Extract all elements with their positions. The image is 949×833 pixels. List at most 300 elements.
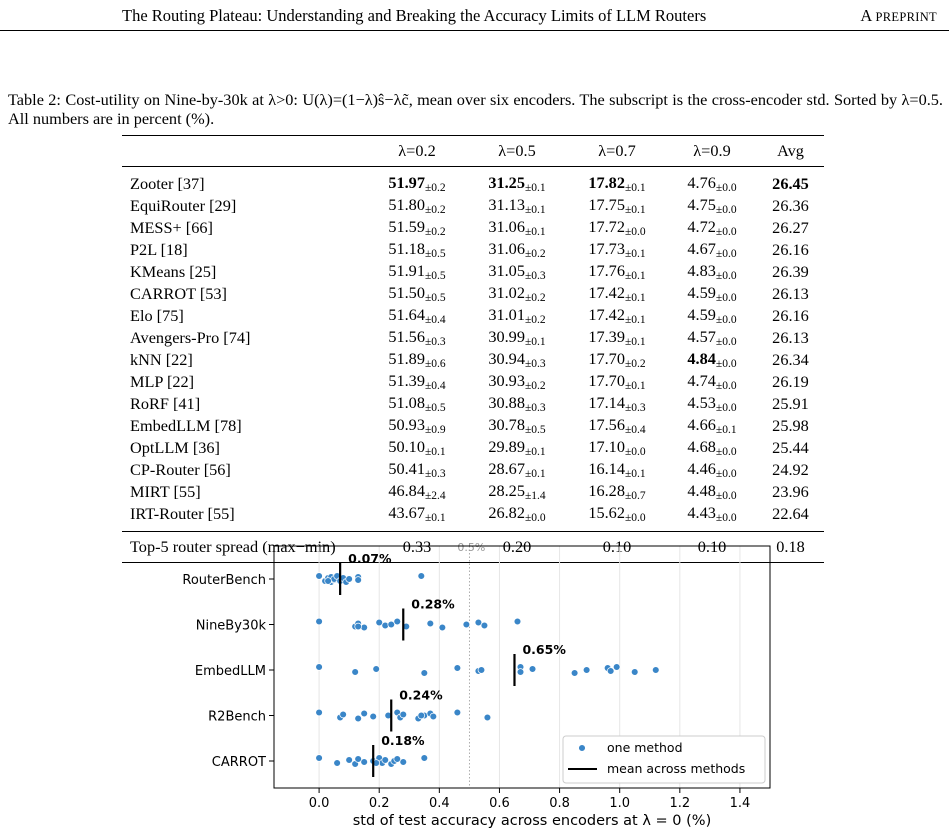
utility-cell [667, 437, 757, 459]
utility-std: ±0.5 [424, 248, 446, 260]
utility-std: ±0.0 [624, 512, 646, 524]
utility-value: 4.83 [687, 261, 716, 280]
spread-value: 0.10 [667, 532, 757, 563]
utility-value: 4.67 [687, 239, 716, 258]
utility-value: 4.68 [687, 437, 716, 456]
utility-value: 17.76 [588, 261, 625, 280]
table-row [122, 437, 824, 459]
utility-std: ±0.2 [624, 358, 646, 370]
utility-cell [667, 393, 757, 415]
avg-value: 23.96 [772, 482, 809, 501]
table-row [122, 327, 824, 349]
utility-std: ±0.0 [715, 314, 737, 326]
column-header: λ=0.7 [567, 136, 667, 167]
utility-value: 4.59 [687, 305, 716, 324]
utility-cell [367, 239, 467, 261]
utility-value: 15.62 [588, 503, 625, 522]
table-row [122, 195, 824, 217]
method-point [346, 757, 353, 764]
method-point [652, 667, 659, 674]
x-tick-label: 0.8 [549, 796, 570, 811]
utility-std: ±0.1 [624, 380, 646, 392]
utility-value: 17.72 [588, 217, 625, 236]
avg-value: 26.27 [772, 218, 809, 237]
utility-cell [467, 503, 567, 532]
utility-std: ±0.4 [424, 380, 446, 392]
utility-std: ±0.0 [715, 270, 737, 282]
std-strip-chart [150, 536, 780, 831]
method-point [361, 759, 368, 766]
utility-std: ±0.3 [524, 402, 546, 414]
method-point [400, 711, 407, 718]
preprint-label-smallcaps: PREPRINT [875, 10, 937, 24]
preprint-label [860, 6, 937, 26]
utility-value: 51.80 [388, 195, 425, 214]
utility-cell [567, 261, 667, 283]
running-head [0, 6, 949, 28]
results-table [122, 135, 824, 563]
utility-cell [567, 167, 667, 196]
mean-label: 0.24% [399, 687, 443, 703]
utility-cell [467, 437, 567, 459]
utility-std: ±0.0 [524, 512, 546, 524]
utility-cell [467, 415, 567, 437]
avg-value: 26.13 [772, 328, 809, 347]
router-name: EmbedLLM [78] [130, 416, 242, 435]
utility-value: 4.72 [687, 217, 716, 236]
x-tick-label: 0.6 [489, 796, 510, 811]
router-name: P2L [18] [130, 240, 188, 259]
router-name: MESS+ [66] [130, 218, 213, 237]
utility-value: 17.39 [588, 327, 625, 346]
table-caption-text: Cost-utility on Nine-by-30k at λ>0: U(λ)=(1−λ)ŝ−λc̃, mean over six encoders. The subscript is the cross-encoder std. Sorted by λ=0.5. All numbers are in percent (%). [8, 90, 943, 128]
preprint-label-initial: A [860, 6, 872, 25]
utility-value: 28.67 [488, 459, 525, 478]
method-point [418, 712, 425, 719]
utility-value: 51.89 [388, 349, 425, 368]
utility-std: ±0.1 [624, 248, 646, 260]
table-caption-label: Table 2: [8, 90, 61, 109]
utility-cell [567, 327, 667, 349]
method-point [370, 713, 377, 720]
table-row [122, 167, 824, 196]
utility-value: 51.18 [388, 239, 425, 258]
utility-std: ±0.1 [624, 336, 646, 348]
category-label: R2Bench [208, 709, 266, 725]
utility-std: ±0.1 [624, 292, 646, 304]
avg-value: 24.92 [772, 460, 809, 479]
utility-std: ±0.4 [424, 314, 446, 326]
utility-cell [367, 371, 467, 393]
method-point [361, 710, 368, 717]
spread-value: 0.18 [757, 532, 824, 563]
utility-std: ±0.2 [424, 204, 446, 216]
utility-std: ±0.2 [524, 314, 546, 326]
method-point [355, 577, 362, 584]
utility-value: 30.99 [488, 327, 525, 346]
utility-cell [367, 283, 467, 305]
method-point [463, 621, 470, 628]
utility-std: ±0.0 [715, 204, 737, 216]
method-point [382, 757, 389, 764]
utility-std: ±1.4 [524, 490, 546, 502]
method-point [418, 573, 425, 580]
legend-point-marker [579, 745, 586, 752]
method-point [355, 715, 362, 722]
avg-value: 25.98 [772, 416, 809, 435]
utility-cell [467, 217, 567, 239]
router-name: KMeans [25] [130, 262, 217, 281]
utility-value: 31.25 [488, 173, 525, 192]
utility-value: 43.67 [388, 503, 425, 522]
utility-std: ±0.0 [715, 358, 737, 370]
utility-cell [567, 305, 667, 327]
table-header [122, 136, 824, 167]
utility-std: ±0.0 [715, 248, 737, 260]
table-row [122, 349, 824, 371]
method-point [607, 668, 614, 675]
utility-std: ±0.0 [624, 446, 646, 458]
utility-std: ±0.3 [624, 402, 646, 414]
utility-cell [467, 371, 567, 393]
column-header-method [122, 136, 367, 167]
utility-cell [667, 459, 757, 481]
legend-mean-label: mean across methods [607, 761, 746, 776]
utility-value: 51.08 [388, 393, 425, 412]
method-point [529, 666, 536, 673]
method-point [571, 670, 578, 677]
x-tick-label: 0.2 [368, 796, 390, 811]
utility-value: 17.70 [588, 371, 625, 390]
utility-cell [367, 261, 467, 283]
utility-std: ±0.1 [715, 424, 737, 436]
utility-std: ±0.0 [715, 446, 737, 458]
table-row [122, 371, 824, 393]
utility-std: ±0.1 [624, 468, 646, 480]
utility-std: ±0.2 [524, 248, 546, 260]
router-name: MLP [22] [130, 372, 195, 391]
utility-value: 31.13 [488, 195, 525, 214]
utility-std: ±0.1 [624, 314, 646, 326]
utility-std: ±0.0 [715, 182, 737, 194]
utility-cell [367, 327, 467, 349]
method-point [517, 669, 524, 676]
table-row [122, 283, 824, 305]
utility-cell [667, 283, 757, 305]
utility-std: ±0.0 [715, 336, 737, 348]
x-tick-label: 0.4 [428, 796, 450, 811]
method-point [394, 618, 401, 625]
column-header: λ=0.2 [367, 136, 467, 167]
running-title: The Routing Plateau: Understanding and Breaking the Accuracy Limits of LLM Routers [122, 6, 707, 25]
utility-value: 17.73 [588, 239, 625, 258]
utility-value: 17.70 [588, 349, 625, 368]
utility-cell [567, 393, 667, 415]
utility-value: 17.75 [588, 195, 625, 214]
utility-value: 4.59 [687, 283, 716, 302]
utility-value: 30.88 [488, 393, 525, 412]
method-point [346, 576, 353, 583]
utility-cell [667, 167, 757, 196]
utility-cell [667, 327, 757, 349]
utility-cell [667, 503, 757, 532]
utility-value: 16.28 [588, 481, 625, 500]
method-point [484, 714, 491, 721]
table-row [122, 393, 824, 415]
method-point [421, 755, 428, 762]
mean-label: 0.65% [522, 642, 566, 657]
method-point [316, 618, 323, 625]
utility-std: ±0.1 [624, 182, 646, 194]
method-point [583, 667, 590, 674]
utility-value: 31.06 [488, 239, 525, 258]
utility-value: 31.02 [488, 283, 525, 302]
method-point [316, 573, 323, 580]
utility-value: 4.76 [687, 173, 716, 192]
avg-value: 22.64 [772, 504, 809, 523]
utility-std: ±0.1 [524, 336, 546, 348]
utility-cell [667, 349, 757, 371]
utility-value: 30.78 [488, 415, 525, 434]
utility-cell [667, 481, 757, 503]
router-name: RoRF [41] [130, 394, 201, 413]
x-tick-label: 1.0 [609, 796, 631, 811]
utility-cell [567, 195, 667, 217]
utility-value: 51.59 [388, 217, 425, 236]
utility-cell [367, 459, 467, 481]
utility-cell [367, 503, 467, 532]
utility-cell [367, 393, 467, 415]
utility-cell [667, 371, 757, 393]
utility-value: 4.46 [687, 459, 716, 478]
table-row [122, 239, 824, 261]
utility-cell [467, 393, 567, 415]
utility-std: ±0.5 [424, 292, 446, 304]
utility-value: 30.94 [488, 349, 525, 368]
avg-value: 25.44 [772, 438, 809, 457]
category-label: EmbedLLM [194, 664, 266, 679]
method-point [316, 755, 323, 762]
utility-cell [367, 305, 467, 327]
utility-std: ±0.0 [715, 292, 737, 304]
spread-value: 0.20 [467, 532, 567, 563]
utility-std: ±0.1 [524, 182, 546, 194]
utility-cell [567, 217, 667, 239]
reference-line-label: 0.5% [457, 541, 486, 554]
utility-std: ±0.1 [524, 226, 546, 238]
router-name: Elo [75] [130, 306, 184, 325]
method-point [361, 624, 368, 631]
utility-cell [367, 481, 467, 503]
utility-value: 51.56 [388, 327, 425, 346]
avg-value: 26.19 [772, 372, 809, 391]
utility-std: ±0.1 [624, 270, 646, 282]
utility-std: ±0.3 [524, 358, 546, 370]
table-row [122, 459, 824, 481]
utility-cell [467, 459, 567, 481]
utility-value: 4.74 [687, 371, 716, 390]
utility-value: 51.64 [388, 305, 425, 324]
avg-value: 26.16 [772, 306, 809, 325]
utility-std: ±0.2 [524, 380, 546, 392]
utility-std: ±0.0 [715, 380, 737, 392]
x-axis-label: std of test accuracy across encoders at λ = 0 (%) [352, 813, 712, 829]
router-name: IRT-Router [55] [130, 504, 235, 523]
category-label: CARROT [211, 755, 266, 770]
router-name: OptLLM [36] [130, 438, 220, 457]
utility-cell [367, 349, 467, 371]
utility-value: 31.05 [488, 261, 525, 280]
utility-std: ±0.2 [424, 182, 446, 194]
utility-value: 17.14 [588, 393, 625, 412]
utility-value: 4.84 [687, 349, 716, 368]
utility-std: ±0.3 [424, 468, 446, 480]
utility-std: ±0.0 [715, 402, 737, 414]
column-header: λ=0.5 [467, 136, 567, 167]
utility-std: ±0.3 [524, 270, 546, 282]
utility-std: ±0.1 [524, 468, 546, 480]
utility-cell [467, 305, 567, 327]
spread-value: 0.33 [367, 532, 467, 563]
utility-value: 17.10 [588, 437, 625, 456]
utility-cell [667, 305, 757, 327]
avg-value: 26.13 [772, 284, 809, 303]
utility-cell [567, 371, 667, 393]
method-point [631, 669, 638, 676]
utility-value: 16.14 [588, 459, 625, 478]
utility-std: ±0.1 [524, 446, 546, 458]
x-tick-label: 1.2 [669, 796, 691, 811]
utility-value: 50.93 [388, 415, 425, 434]
utility-value: 4.57 [687, 327, 716, 346]
mean-label: 0.07% [348, 551, 392, 566]
spread-value: 0.10 [567, 532, 667, 563]
utility-value: 26.82 [488, 503, 525, 522]
utility-value: 31.06 [488, 217, 525, 236]
utility-cell [367, 437, 467, 459]
category-label: RouterBench [182, 573, 266, 588]
x-tick-label: 0.0 [308, 796, 330, 811]
utility-std: ±0.0 [715, 490, 737, 502]
method-point [355, 623, 362, 630]
method-point [430, 713, 437, 720]
utility-cell [367, 167, 467, 196]
utility-cell [467, 349, 567, 371]
avg-value: 26.16 [772, 240, 809, 259]
utility-cell [567, 239, 667, 261]
utility-std: ±0.0 [624, 226, 646, 238]
utility-std: ±0.5 [424, 270, 446, 282]
utility-value: 17.56 [588, 415, 625, 434]
category-label: NineBy30k [195, 618, 266, 634]
utility-cell [667, 217, 757, 239]
mean-label: 0.18% [381, 733, 425, 748]
utility-value: 17.42 [588, 305, 625, 324]
utility-value: 51.50 [388, 283, 425, 302]
table-row [122, 305, 824, 327]
method-point [340, 711, 347, 718]
utility-cell [567, 415, 667, 437]
utility-value: 29.89 [488, 437, 525, 456]
router-name: CP-Router [56] [130, 460, 231, 479]
utility-cell [667, 195, 757, 217]
utility-cell [567, 481, 667, 503]
table-row [122, 217, 824, 239]
utility-std: ±0.3 [424, 336, 446, 348]
utility-value: 4.48 [687, 481, 716, 500]
table-row [122, 503, 824, 532]
utility-std: ±0.0 [715, 468, 737, 480]
utility-std: ±0.4 [624, 424, 646, 436]
method-point [481, 622, 488, 629]
utility-std: ±0.2 [424, 226, 446, 238]
utility-value: 51.39 [388, 371, 425, 390]
table-row [122, 481, 824, 503]
avg-value: 26.36 [772, 196, 809, 215]
utility-cell [667, 261, 757, 283]
method-point [382, 622, 389, 629]
legend-point-label: one method [607, 740, 683, 755]
utility-std: ±2.4 [424, 490, 446, 502]
table-caption [8, 90, 943, 128]
utility-cell [467, 261, 567, 283]
method-point [613, 664, 620, 671]
method-point [427, 620, 434, 627]
utility-std: ±0.5 [424, 402, 446, 414]
utility-cell [567, 349, 667, 371]
method-point [454, 665, 461, 672]
column-header: Avg [757, 136, 824, 167]
method-point [316, 709, 323, 716]
router-name: Avengers-Pro [74] [130, 328, 251, 347]
method-point [373, 666, 380, 673]
utility-cell [667, 239, 757, 261]
method-point [400, 759, 407, 766]
utility-std: ±0.0 [715, 226, 737, 238]
utility-std: ±0.7 [624, 490, 646, 502]
utility-std: ±0.5 [524, 424, 546, 436]
utility-value: 17.82 [588, 173, 625, 192]
x-tick-label: 1.4 [729, 796, 751, 811]
utility-std: ±0.2 [524, 292, 546, 304]
header-rule [0, 30, 949, 31]
utility-std: ±0.1 [624, 204, 646, 216]
avg-value: 26.34 [772, 350, 809, 369]
utility-value: 51.97 [388, 173, 425, 192]
method-point [334, 760, 341, 767]
column-header: λ=0.9 [667, 136, 757, 167]
method-point [454, 709, 461, 716]
router-name: Zooter [37] [130, 174, 205, 193]
utility-cell [467, 195, 567, 217]
method-point [478, 667, 485, 674]
utility-value: 31.01 [488, 305, 525, 324]
router-name: kNN [22] [130, 350, 193, 369]
utility-std: ±0.6 [424, 358, 446, 370]
utility-value: 4.53 [687, 393, 716, 412]
router-name: CARROT [53] [130, 284, 227, 303]
utility-std: ±0.1 [424, 512, 446, 524]
utility-value: 50.10 [388, 437, 425, 456]
table-body [122, 167, 824, 532]
utility-std: ±0.9 [424, 424, 446, 436]
utility-value: 51.91 [388, 261, 425, 280]
utility-cell [667, 415, 757, 437]
table-row [122, 261, 824, 283]
method-point [439, 624, 446, 631]
utility-value: 28.25 [488, 481, 525, 500]
utility-value: 4.43 [687, 503, 716, 522]
